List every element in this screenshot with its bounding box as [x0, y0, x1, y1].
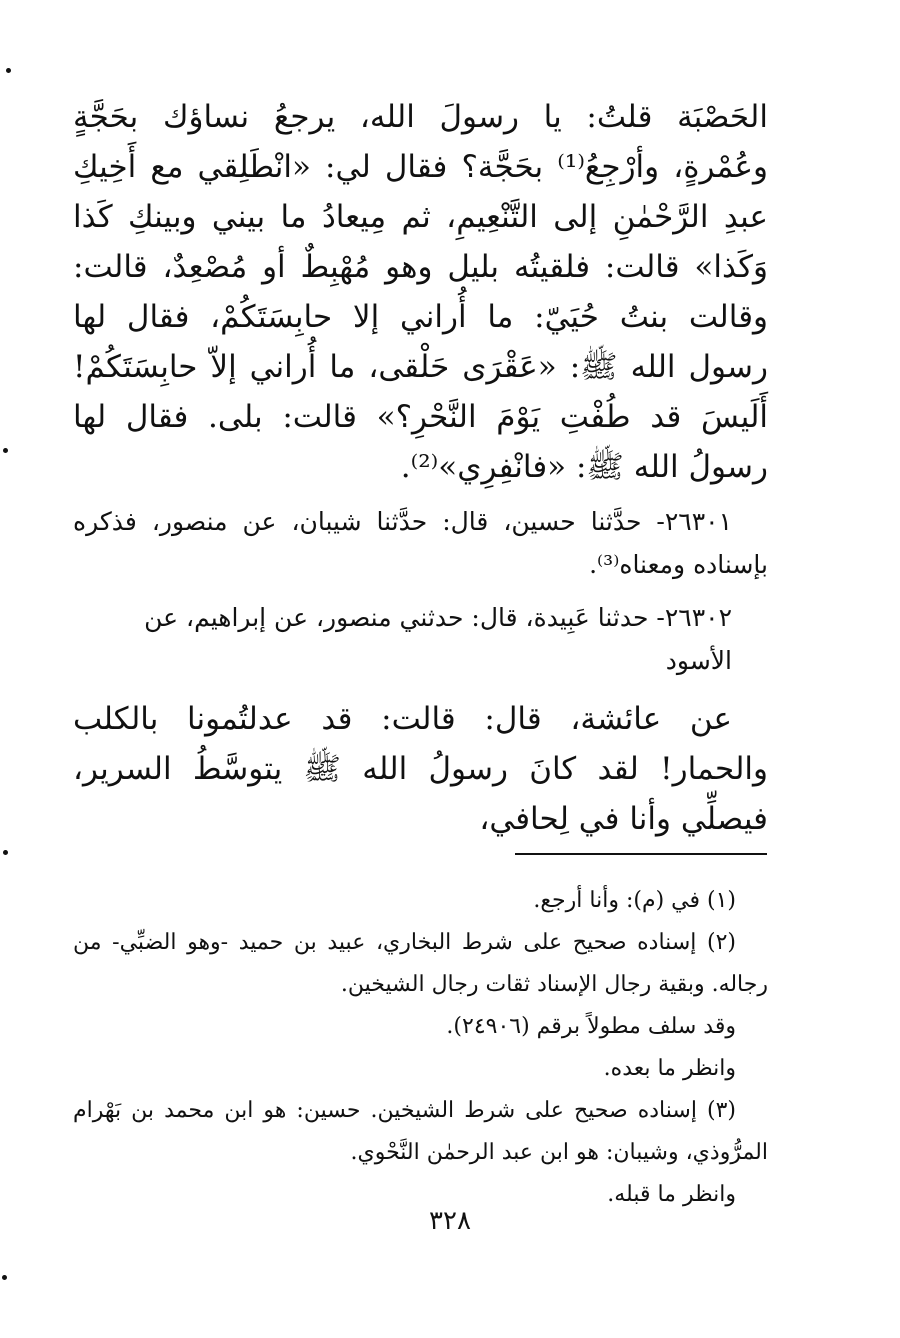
scan-mark — [6, 68, 11, 73]
hadith-26301: ٢٦٣٠١- حدَّثنا حسين، قال: حدَّثنا شيبان، عن منصور، فذكره بإسناده ومعناه⁽³⁾. — [73, 507, 768, 579]
page-number: ٣٢٨ — [429, 1206, 471, 1236]
footnote-1: (١) في (م): وأنا أرجع. — [533, 888, 736, 913]
hadith-26302-line1: ٢٦٣٠٢- حدثنا عَبِيدة، قال: حدثني منصور، عن إبراهيم، عن — [144, 603, 732, 632]
footnote-3: (٣) إسناده صحيح على شرط الشيخين. حسين: هو ابن محمد بن بَهْرام المرُّوذي، وشيبان: هو ابن عبد الرحمٰن النَّحْوي. — [73, 1098, 768, 1165]
footnote-2-see: وانظر ما بعده. — [603, 1056, 736, 1081]
footnotes — [73, 880, 768, 1216]
main-text — [73, 92, 768, 844]
scan-mark — [3, 850, 8, 855]
footnote-separator — [515, 853, 767, 855]
footnote-2-note: وقد سلف مطولاً برقم (٢٤٩٠٦). — [446, 1014, 736, 1039]
scan-mark — [3, 448, 8, 453]
main-paragraph: الحَصْبَة قلتُ: يا رسولَ الله، يرجعُ نساؤك بحَجَّةٍ وعُمْرةٍ، وأرْجِعُ⁽¹⁾ بحَجَّة؟ فقال لي: «انْطَلِقي مع أَخِيكِ عبدِ الرَّحْمٰنِ إلى التَّنْعِيمِ، ثم مِيعادُ ما بيني وبينكِ كَذا وَكَذا» قالت: فلقيتُه بليل وهو مُهْبِطٌ أو مُصْعِدٌ، قالت: وقالت بنتُ حُيَيّ: ما أُراني إلا حابِسَتَكُمْ، فقال لها رسول الله ﷺ: «عَقْرَى حَلْقى، ما أُراني إلاّ حابِسَتَكُمْ! أَلَيسَ قد طُفْتِ يَوْمَ النَّحْرِ؟» قالت: بلى. فقال لها رسولُ الله ﷺ: «فانْفِرِي»⁽²⁾. — [73, 99, 768, 485]
footnote-3-see: وانظر ما قبله. — [607, 1182, 736, 1207]
hadith-26302-line2: الأسود — [665, 646, 732, 675]
main-paragraph-2: عن عائشة، قال: قالت: قد عدلتُمونا بالكلب والحمار! لقد كانَ رسولُ الله ﷺ يتوسَّطُ السرير، فيصلِّي وأنا في لِحافي، — [73, 701, 768, 837]
footnote-2: (٢) إسناده صحيح على شرط البخاري، عبيد بن حميد -وهو الضبِّي- من رجاله. وبقية رجال الإسناد ثقات رجال الشيخين. — [73, 930, 768, 997]
hadith-26302 — [73, 596, 768, 682]
scan-mark — [2, 1275, 7, 1280]
